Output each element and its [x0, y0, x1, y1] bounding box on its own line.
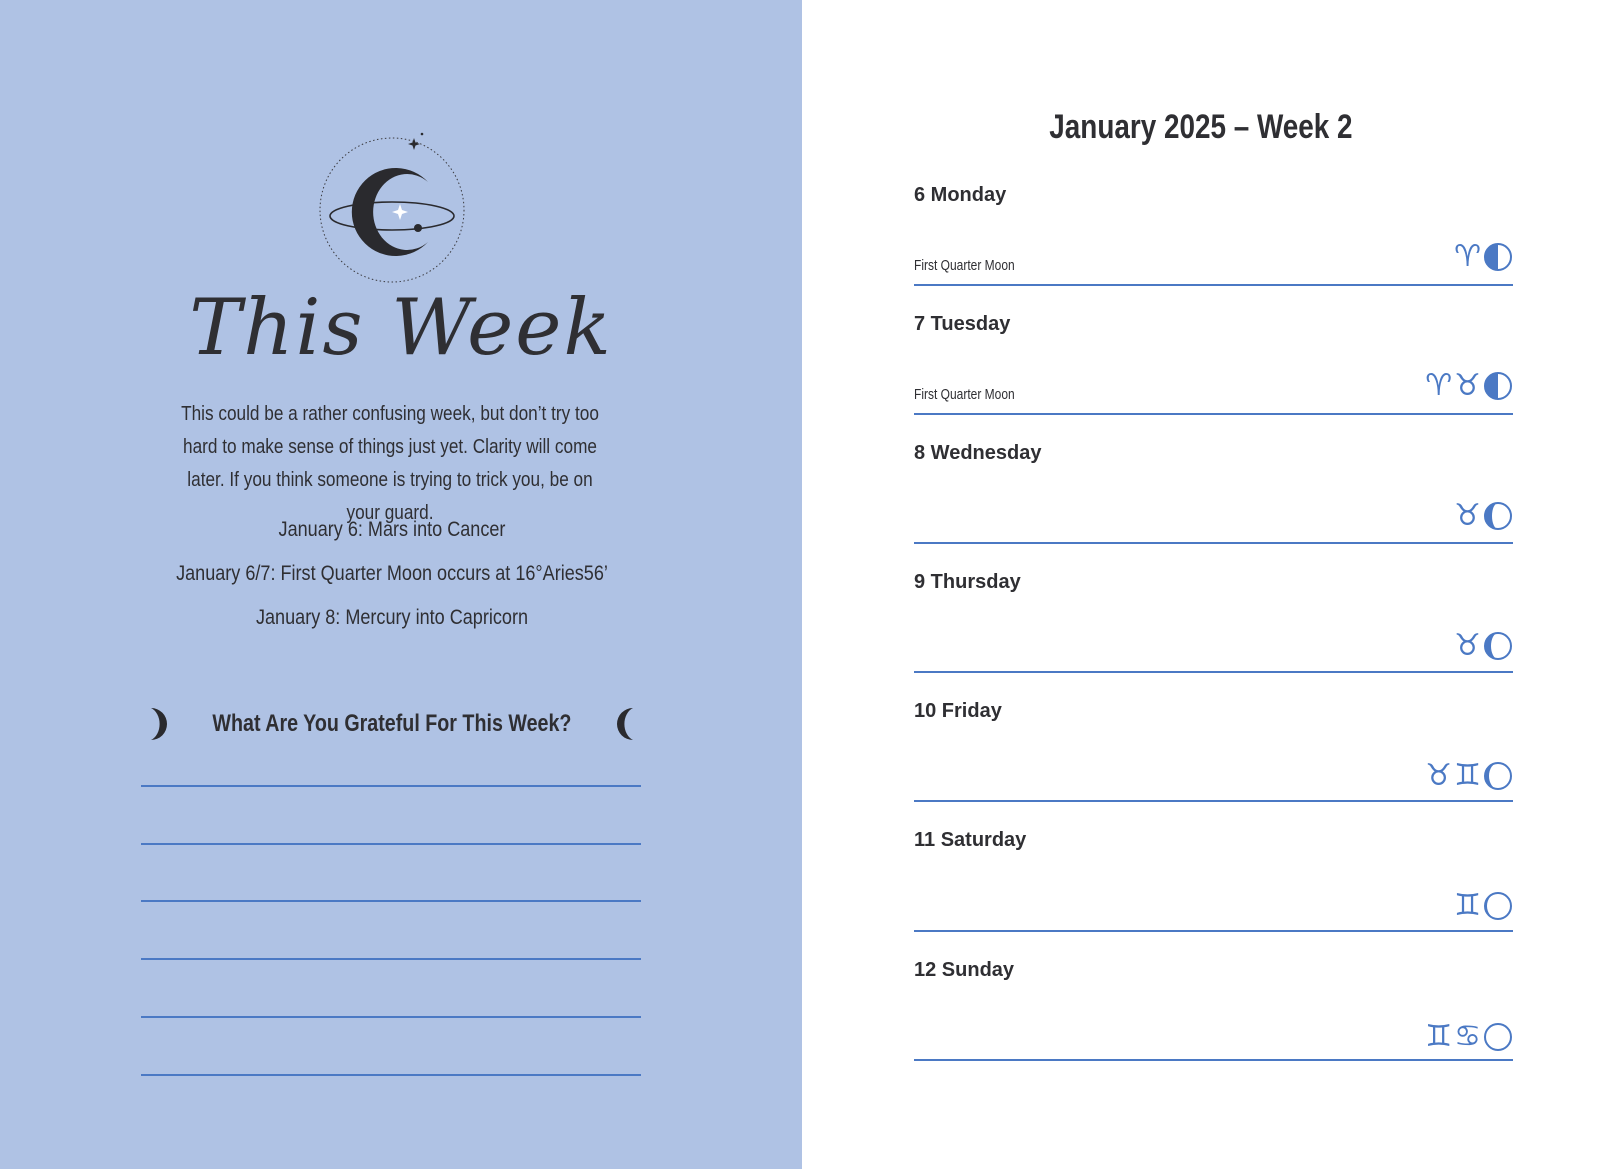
day-astro-info — [1425, 1021, 1513, 1053]
taurus-icon: ♉ — [1454, 498, 1481, 533]
day-writing-line[interactable] — [914, 413, 1513, 415]
day-label-sunday: 12 Sunday — [914, 959, 1015, 981]
day-writing-line[interactable] — [914, 284, 1513, 286]
day-label-wednesday: 8 Wednesday — [914, 442, 1042, 464]
weekly-forecast-text: This could be a rather confusing week, but don’t try too hard to make sense of things just yet. Clarity will come later. If you think someone is trying to trick you, be on your guard. — [181, 403, 599, 524]
day-writing-line[interactable] — [914, 671, 1513, 673]
taurus-icon: ♉ — [1454, 368, 1481, 403]
gemini-icon: ♊ — [1425, 1019, 1453, 1054]
day-label-monday: 6 Monday — [914, 184, 1007, 206]
waxing-gibbous-moon-icon — [1483, 501, 1513, 531]
aries-icon: ♈ — [1425, 368, 1453, 403]
taurus-icon: ♉ — [1425, 758, 1453, 793]
waning-crescent-icon — [147, 706, 169, 742]
day-writing-line[interactable] — [914, 800, 1513, 802]
day-note: First Quarter Moon — [914, 257, 1015, 274]
day-label-friday: 10 Friday — [914, 700, 1002, 722]
day-astro-info — [1454, 890, 1513, 922]
grateful-prompt-row — [0, 706, 784, 742]
crescent-moon-emblem-icon — [312, 130, 472, 290]
first-quarter-moon-icon — [1483, 371, 1513, 401]
writing-line[interactable] — [141, 1016, 641, 1018]
gemini-icon: ♊ — [1454, 888, 1481, 923]
event-item: January 6: Mars into Cancer — [278, 518, 506, 541]
waxing-gibbous-moon-icon — [1483, 761, 1513, 791]
this-week-heading: This Week — [189, 283, 613, 373]
cancer-icon: ♋ — [1454, 1019, 1481, 1054]
waxing-gibbous-moon-icon — [1483, 631, 1513, 661]
near-full-moon-icon — [1483, 891, 1513, 921]
event-item: January 8: Mercury into Capricorn — [255, 606, 529, 629]
taurus-icon: ♉ — [1454, 628, 1481, 663]
day-label-tuesday: 7 Tuesday — [914, 313, 1011, 335]
day-writing-line[interactable] — [914, 930, 1513, 932]
aries-icon: ♈ — [1454, 239, 1481, 274]
writing-line[interactable] — [141, 843, 641, 845]
day-astro-info — [1425, 370, 1513, 402]
day-astro-info — [1454, 500, 1513, 532]
day-writing-line[interactable] — [914, 1059, 1513, 1061]
full-moon-icon — [1483, 1022, 1513, 1052]
day-astro-info — [1454, 241, 1513, 273]
writing-line[interactable] — [141, 785, 641, 787]
first-quarter-moon-icon — [1483, 242, 1513, 272]
gemini-icon: ♊ — [1454, 758, 1481, 793]
day-astro-info — [1425, 760, 1513, 792]
event-item: January 6/7: First Quarter Moon occurs at 16°Aries56’ — [176, 562, 608, 585]
writing-line[interactable] — [141, 958, 641, 960]
writing-line[interactable] — [141, 900, 641, 902]
writing-line[interactable] — [141, 1074, 641, 1076]
week-title: January 2025 – Week 2 — [1049, 108, 1353, 146]
grateful-prompt: What Are You Grateful For This Week? — [212, 710, 572, 737]
day-writing-line[interactable] — [914, 542, 1513, 544]
day-label-thursday: 9 Thursday — [914, 571, 1021, 593]
day-label-saturday: 11 Saturday — [914, 829, 1027, 851]
day-note: First Quarter Moon — [914, 386, 1015, 403]
day-astro-info — [1454, 630, 1513, 662]
waxing-crescent-icon — [615, 706, 637, 742]
